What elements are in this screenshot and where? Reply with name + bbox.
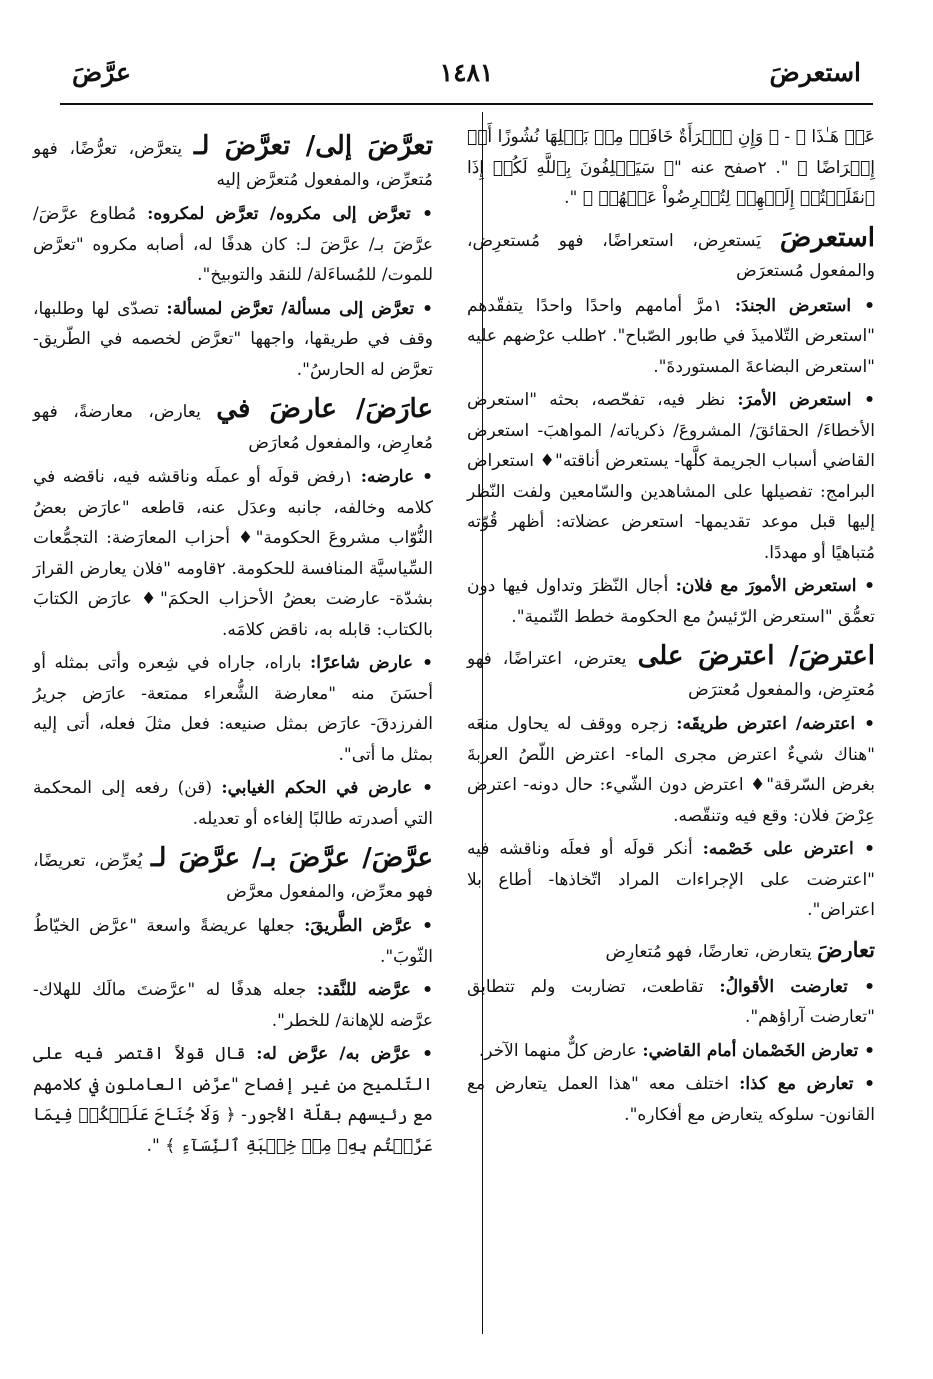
sense-text: جعلها عريضةً واسعة "عرَّض الخيّاطُ الثّوبَ". [33, 916, 433, 967]
guide-word-right: استعرضَ [769, 58, 861, 87]
sense-text: قال قولاً اقتصر فيه على التّلميح من غير إفصاح "عرَّض العاملون في كلامهم مع رئيسهم بقلّة الأجور- ﴿ وَلَا جُنَاحَ عَلَيۡكُمۡ فِيمَا عَرَّضۡتُم بِهِۦ مِنۡ خِطۡبَةِ ٱلنِّسَآءِ ﴾ ". [33, 1044, 433, 1156]
sense-text: أنكر قولَه أو فعلَه وناقشه فيه "اعترضت على الإجراءات المراد اتّخاذها- أطاع بلا اعتراض". [467, 839, 875, 920]
sense-entry [33, 1039, 433, 1161]
headword-forms: يُعرِّض، تعريضًا، فهو معرِّض، والمفعول معرَّض [33, 851, 433, 902]
right-column [467, 122, 875, 1133]
sense-entry [33, 648, 433, 770]
sense-lead: تعارضت الأقوالُ: [719, 976, 848, 997]
sense-lead: استعرض الجندَ: [734, 295, 852, 316]
sense-lead: عارضه: [360, 467, 415, 487]
sense-lead: تعرَّض إلى مكروه/ تعرَّض لمكروه: [147, 204, 411, 224]
headword-forms: يعترض، اعتراضًا، فهو مُعترِض، والمفعول مُعترَض [467, 649, 875, 700]
sense-entry [467, 1036, 875, 1067]
headword-forms: يَستعرِض، استعراضًا، فهو مُستعرِض، والمفعول مُستعرَض [467, 230, 875, 281]
sense-entry [33, 975, 433, 1036]
sense-text: أجال النّظرَ وتداول فيها دون تعمُّق "استعرض الرّئيسُ مع الحكومة خطط التّنمية". [467, 576, 875, 627]
sense-entry [467, 1069, 875, 1130]
sense-text: جعله هدفًا له "عرَّضتَ مالَك للهلاك- عرَّضه للإهانة/ للخطر". [33, 980, 433, 1031]
sense-lead: عارض شاعرًا: [309, 653, 414, 673]
header-rule [60, 103, 873, 105]
sense-text: باراه، جاراه في شِعره وأتى بمثله أو أحسَنَ منه "معارضة الشُّعراء ممتعة- عارَض جريرُ الفرزدقَ- عارَض بمثل صنيعه: فعل مثلَ فعله، أتى إليه بمثل ما أتى". [33, 653, 433, 765]
entry-continuation [467, 122, 875, 214]
sense-entry [33, 294, 433, 386]
headword-forms: يتعارض، تعارضًا، فهو مُتعارِض [605, 941, 812, 962]
headword-entry [467, 220, 875, 287]
headword-entry [33, 840, 433, 907]
sense-lead: تعارض الخَصْمان أمام القاضي: [642, 1040, 859, 1061]
sense-text: نظر فيه، تفحّصه، بحثه "استعرض الأخطاءَ/ الحقائقَ/ المشروعَ/ ذكرياته/ المواهبَ- استعرض القاضي أسباب الجريمة كلَّها- يستعرض أناقته"♦ استعراض البرامج: تفصيلها على المشاهدين والسّامعين ولفت النّظر إليها قبل موعد تقديمها- استعرض عضلاته: أظهر قُوّته مُتباهيًا أو مهددًا. [467, 390, 875, 563]
sense-lead: عارض في الحكم الغيابي: [221, 778, 413, 798]
headword-entry [467, 638, 875, 705]
headword-forms: يعارض، معارضةً، فهو مُعارِض، والمفعول مُعارَض [33, 402, 433, 453]
sense-entry [467, 571, 875, 632]
headword-entry [467, 932, 875, 968]
sense-entry [467, 385, 875, 568]
sense-text: تقاطعت، تضاربت ولم تتطابق "تعارضت آراؤهم". [467, 976, 875, 1027]
sense-lead: عرَّض به/ عرَّض له: [256, 1044, 411, 1064]
sense-text: (قن) رفعه إلى المحكمة التي أصدرته طالبًا إلغاءه أو تعديله. [33, 778, 433, 829]
sense-text: ١رفض قولَه أو عملَه وناقشه فيه، ناقضه في كلامه وخالفه، جانبه وعدَل عنه، قاطعه "عارَض بعضُ النُّوّاب مشروعَ الحكومة"♦ أحزاب المعارَضة: التجمُّعات السِّياسيَّة المنافسة للحكومة. ٢قاومه "فلان يعارض القرارَ بشدّة- عارضت بعضُ الأحزاب الحكمَ"♦ عارَض الكتابَ بالكتاب: قابله به، ناقض كلامَه. [33, 467, 433, 640]
sense-lead: استعرض الأمورَ مع فلان: [675, 576, 857, 596]
sense-entry [33, 911, 433, 972]
sense-lead: عرَّضه للنَّقد: [316, 980, 411, 1000]
sense-lead: تعارض مع كذا: [739, 1074, 854, 1094]
sense-entry [33, 199, 433, 291]
sense-lead: اعترض على خَصْمه: [702, 839, 854, 859]
headword: اعترضَ/ اعترضَ على [637, 641, 875, 671]
entry-text: عَنۡ هَـٰذَا ﴾ - ﴿ وَإِنِ ٱمۡرَأَةٌ خَافَتۡ مِنۢ بَعۡلِهَا نُشُوزًا أَوۡ إِعۡرَاضًا ﴾ ". ٢صفح عنه "﴿ سَيَحۡلِفُونَ بِٱللَّهِ لَكُمۡ إِذَا ٱنقَلَبۡتُمۡ إِلَيۡهِمۡ لِتُعۡرِضُواْ عَنۡهُمۡ ﴾ ". [467, 127, 875, 208]
sense-entry [33, 773, 433, 834]
page-number: ١٤٨١ [439, 58, 494, 87]
sense-text: اختلف معه "هذا العمل يتعارض مع القانون- سلوكه يتعارض مع أفكاره". [467, 1074, 875, 1125]
headword: تعارضَ [817, 936, 875, 962]
guide-word-left: عرَّضَ [72, 58, 131, 87]
headword: عارَضَ/ عارضَ في [216, 394, 433, 424]
sense-lead: تعرَّض إلى مسألة/ تعرَّض لمسألة: [166, 298, 415, 319]
sense-lead: استعرض الأمرَ: [737, 390, 852, 410]
headword-forms: يتعرَّض، تعرُّضًا، فهو مُتعرِّض، والمفعول مُتعرَّض إليه [33, 139, 433, 190]
sense-text: ١مرَّ أمامهم واحدًا واحدًا يتفقّدهم "استعرض التّلاميذَ في طابور الصّباح". ٢طلب عرْضهم عليه "استعرض البضاعةَ المستوردةَ". [467, 295, 875, 377]
sense-lead: عرَّض الطَّريقَ: [304, 916, 413, 936]
sense-entry [467, 291, 875, 383]
sense-entry [467, 972, 875, 1033]
sense-text: زجره ووقف له يحاول منعَه "هناك شيءٌ اعترض مجرى الماء- اعترض اللّصُ العربةَ بغرض السّرقة"♦ اعترض دون الشّيء: حال دونه- اعترض عِرْضَ فلان: وقع فيه وتنقّصه. [467, 714, 875, 826]
headword: استعرضَ [779, 222, 875, 253]
headword-entry [33, 128, 433, 195]
sense-text: تصدّى لها وطلبها، وقف في طريقها، واجهها "تعرَّض لخصمه في الطّريق- تعرَّض له الحارسُ". [33, 298, 433, 380]
sense-entry [467, 709, 875, 831]
headword: تعرَّضَ إلى/ تعرَّضَ لـ [193, 131, 434, 161]
sense-entry [33, 462, 433, 645]
headword-entry [33, 391, 433, 458]
sense-entry [467, 834, 875, 926]
headword: عرَّضَ/ عرَّضَ بـ/ عرَّضَ لـ [150, 843, 433, 873]
sense-text: عارض كلٌّ منهما الآخر. [478, 1040, 637, 1061]
sense-lead: اعترضه/ اعترض طريقَه: [676, 714, 856, 734]
left-column [33, 122, 433, 1164]
sense-text: مُطاوع عرَّضَ/ عرَّضَ بـ/ عرَّضَ لـ: كان هدفًا له، أصابه مكروه "تعرَّض للموت/ للمُساءَلة/ للنقد والتوبيخ". [33, 204, 433, 285]
